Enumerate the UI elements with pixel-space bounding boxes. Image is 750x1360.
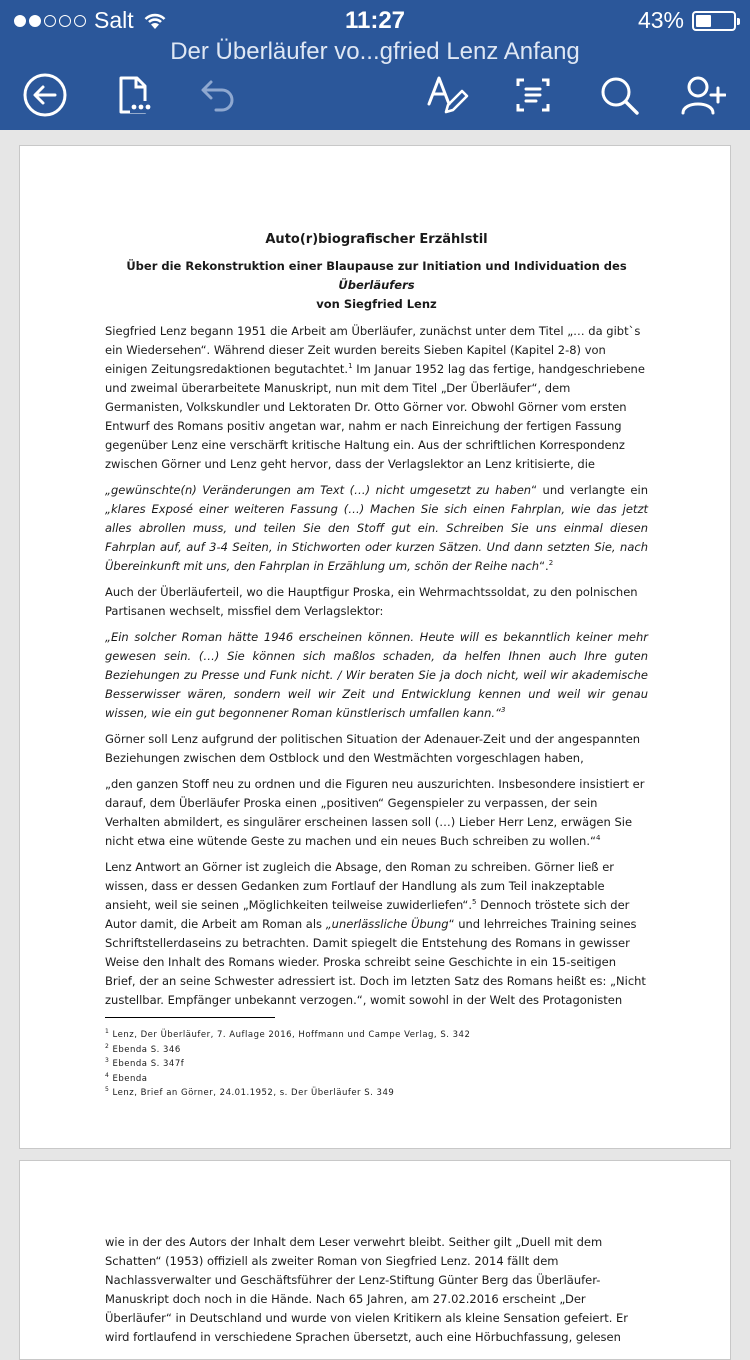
reading-view-button[interactable] [508,70,558,120]
doc-subtitle: Über die Rekonstruktion einer Blaupause zur Initiation und Individuation des Überläufers von Siegfried Lenz [126,259,627,311]
paragraph-4: Lenz Antwort an Görner ist zugleich die Absage, den Roman zu schreiben. Görner ließ er wissen, dass er dessen Gedanken zum Fortlauf der Handlung als zum Teil inakzeptable ansieht, weil sie seinen „Möglichkeiten teilweise zuwiderliefen“.$^5$ Dennoch tröstete sich der Autor damit, die Arbeit am Roman als „unerlässliche Übung“ und lehrreiches Training seines Schriftstellerdaseins zu betrachten. Damit spiegelt die Entstehung des Romans in gewisser Weise den Inhalt des Romans wieder. Proska schreibt seine Geschichte in ein 15-seitigen Brief, der an seine Schwester adressiert ist. Doch im letzten Satz des Romans heißt es: „Nicht zustellbar. Empfänger unbekannt verzogen.“, womit sowohl in der Welt des Protagonisten [105,860,646,1007]
quote-1: „gewünschte(n) Veränderungen am Text (…) nicht umgesetzt zu haben“ und verlangte ein „klares Exposé einer weiteren Fassung (…) Machen Sie sich einen Fahrplan, wie das jetzt alles abrollen muss, und teilen Sie den Stoff gut ein. Schreiben Sie uns einmal diesen Fahrplan auf, auf 3-4 Seiten, in Stichworten oder kurzen Sätzen. Und dann setzten Sie, nach Übereinkunft mit uns, den Fahrplan in Erzählung um, schön der Reihe nach“.$^2$ [105,483,648,573]
status-bar [0,0,750,40]
carrier-name: Salt [94,7,134,33]
footnote-separator [105,1017,275,1018]
paragraph-2: Auch der Überläuferteil, wo die Hauptfigur Proska, ein Wehrmachtssoldat, zu den polnischen Partisanen wechselt, missfiel dem Verlagslektor: [105,585,638,618]
file-menu-button[interactable] [108,70,158,120]
edit-pen-icon [424,72,470,118]
undo-icon [194,72,240,118]
page-1-content [105,230,648,1101]
file-menu-icon [110,72,156,118]
quote-2: „Ein solcher Roman hätte 1946 erscheinen können. Heute will es bekanntlich keiner mehr gewesen sein. (…) Sie können sich maßlos schaden, da helfen Ihnen auch Ihre guten Beziehungen zu Presse und Funk nicht. / Wir beraten Sie ja doch nicht, weil wir akademische Besserwisser wären, sondern weil wir Zeit und Entwicklung kennen und weil wir genau wissen, wie ein gut begonnener Roman künstlerisch umfallen kann.“$^3$ [105,630,648,720]
battery-icon [692,11,736,31]
document-page-2 [19,1160,731,1360]
quote-3: „den ganzen Stoff neu zu ordnen und die Figuren neu auszurichten. Insbesondere insistiert er darauf, dem Überläufer Proska einen „positiven“ Gegenspieler zu verpassen, der sein Verhalten abmildert, es singulärer erscheinen lassen soll (…) Lieber Herr Lenz, erwägen Sie nicht etwa eine wütende Geste zu machen und ein neues Buch schreiben zu wollen.“$^4$ [105,777,645,848]
paragraph-continued: wie in der des Autors der Inhalt dem Leser verwehrt bleibt. Seither gilt „Duell mit dem Schatten“ (1953) offiziell als zweiter Roman von Siegfried Lenz. 2014 fällt dem Nachlassverwalter und Geschäftsführer der Lenz-Stiftung Günter Berg das Überläufer-Manuskript doch noch in die Hände. Nach 65 Jahren, am 27.02.2016 erscheint „Der Überläufer“ in Deutschland und wurde von vielen Kritikern als kleine Sensation gefeiert. Er wird fortlaufend in verschiedene Sprachen übersetzt, auch eine Hörbuchfassung, gelesen [105,1235,629,1344]
battery-percent: 43% [637,7,684,33]
document-title[interactable]: Der Überläufer vo...gfried Lenz Anfang [170,38,580,65]
document-page-1 [19,145,731,1149]
search-icon [596,72,642,118]
undo-button[interactable] [192,70,242,120]
footnote-4: $^4$ Ebenda [105,1071,148,1084]
footnote-1: $^1$ Lenz, Der Überläufer, 7. Auflage 2016, Hoffmann und Campe Verlag, S. 342 [105,1028,471,1040]
footnotes [105,1028,648,1101]
footnote-3: $^3$ Ebenda S. 347f [105,1057,185,1069]
paragraph-3: Görner soll Lenz aufgrund der politischen Situation der Adenauer-Zeit und der angespannten Beziehungen zwischen dem Ostblock und den Westmächten vorgeschlagen haben, [105,732,641,765]
back-circle-icon [22,72,68,118]
app-toolbar [0,0,750,130]
footnote-5: $^5$ Lenz, Brief an Görner, 24.01.1952, s. Der Überläufer S. 349 [105,1086,395,1098]
clock: 11:27 [344,7,406,34]
share-button[interactable] [678,70,728,120]
page-2-content [105,1233,648,1354]
add-person-icon [680,72,726,118]
search-button[interactable] [594,70,644,120]
paragraph-1: Siegfried Lenz begann 1951 die Arbeit am Überläufer, zunächst unter dem Titel „… da gibt`s ein Wiedersehen“. Während dieser Zeit wurden bereits Sieben Kapitel (Kapitel 2-8) von einigen Zeitungsredaktionen begutachtet.$^1$ Im Januar 1952 lag das fertige, handgeschriebene und zweimal überarbeitete Manuskript, nun mit dem Titel „Der Überläufer“, dem Germanisten, Volkskundler und Lektoraten Dr. Otto Görner vor. Obwohl Görner vom ersten Entwurf des Romans positiv angetan war, nahm er nach Einreichung der fertigen Fassung gegenüber Lenz eine verschärft kritische Haltung ein. Aus der schriftlichen Korrespondenz zwischen Görner und Lenz geht hervor, dass der Verlagslektor an Lenz kritisierte, die [105,324,645,471]
doc-title: Auto(r)biografischer Erzählstil [265,232,488,247]
reading-view-icon [510,72,556,118]
footnote-2: $^2$ Ebenda S. 346 [105,1042,181,1055]
edit-button[interactable] [422,70,472,120]
back-button[interactable] [20,70,70,120]
